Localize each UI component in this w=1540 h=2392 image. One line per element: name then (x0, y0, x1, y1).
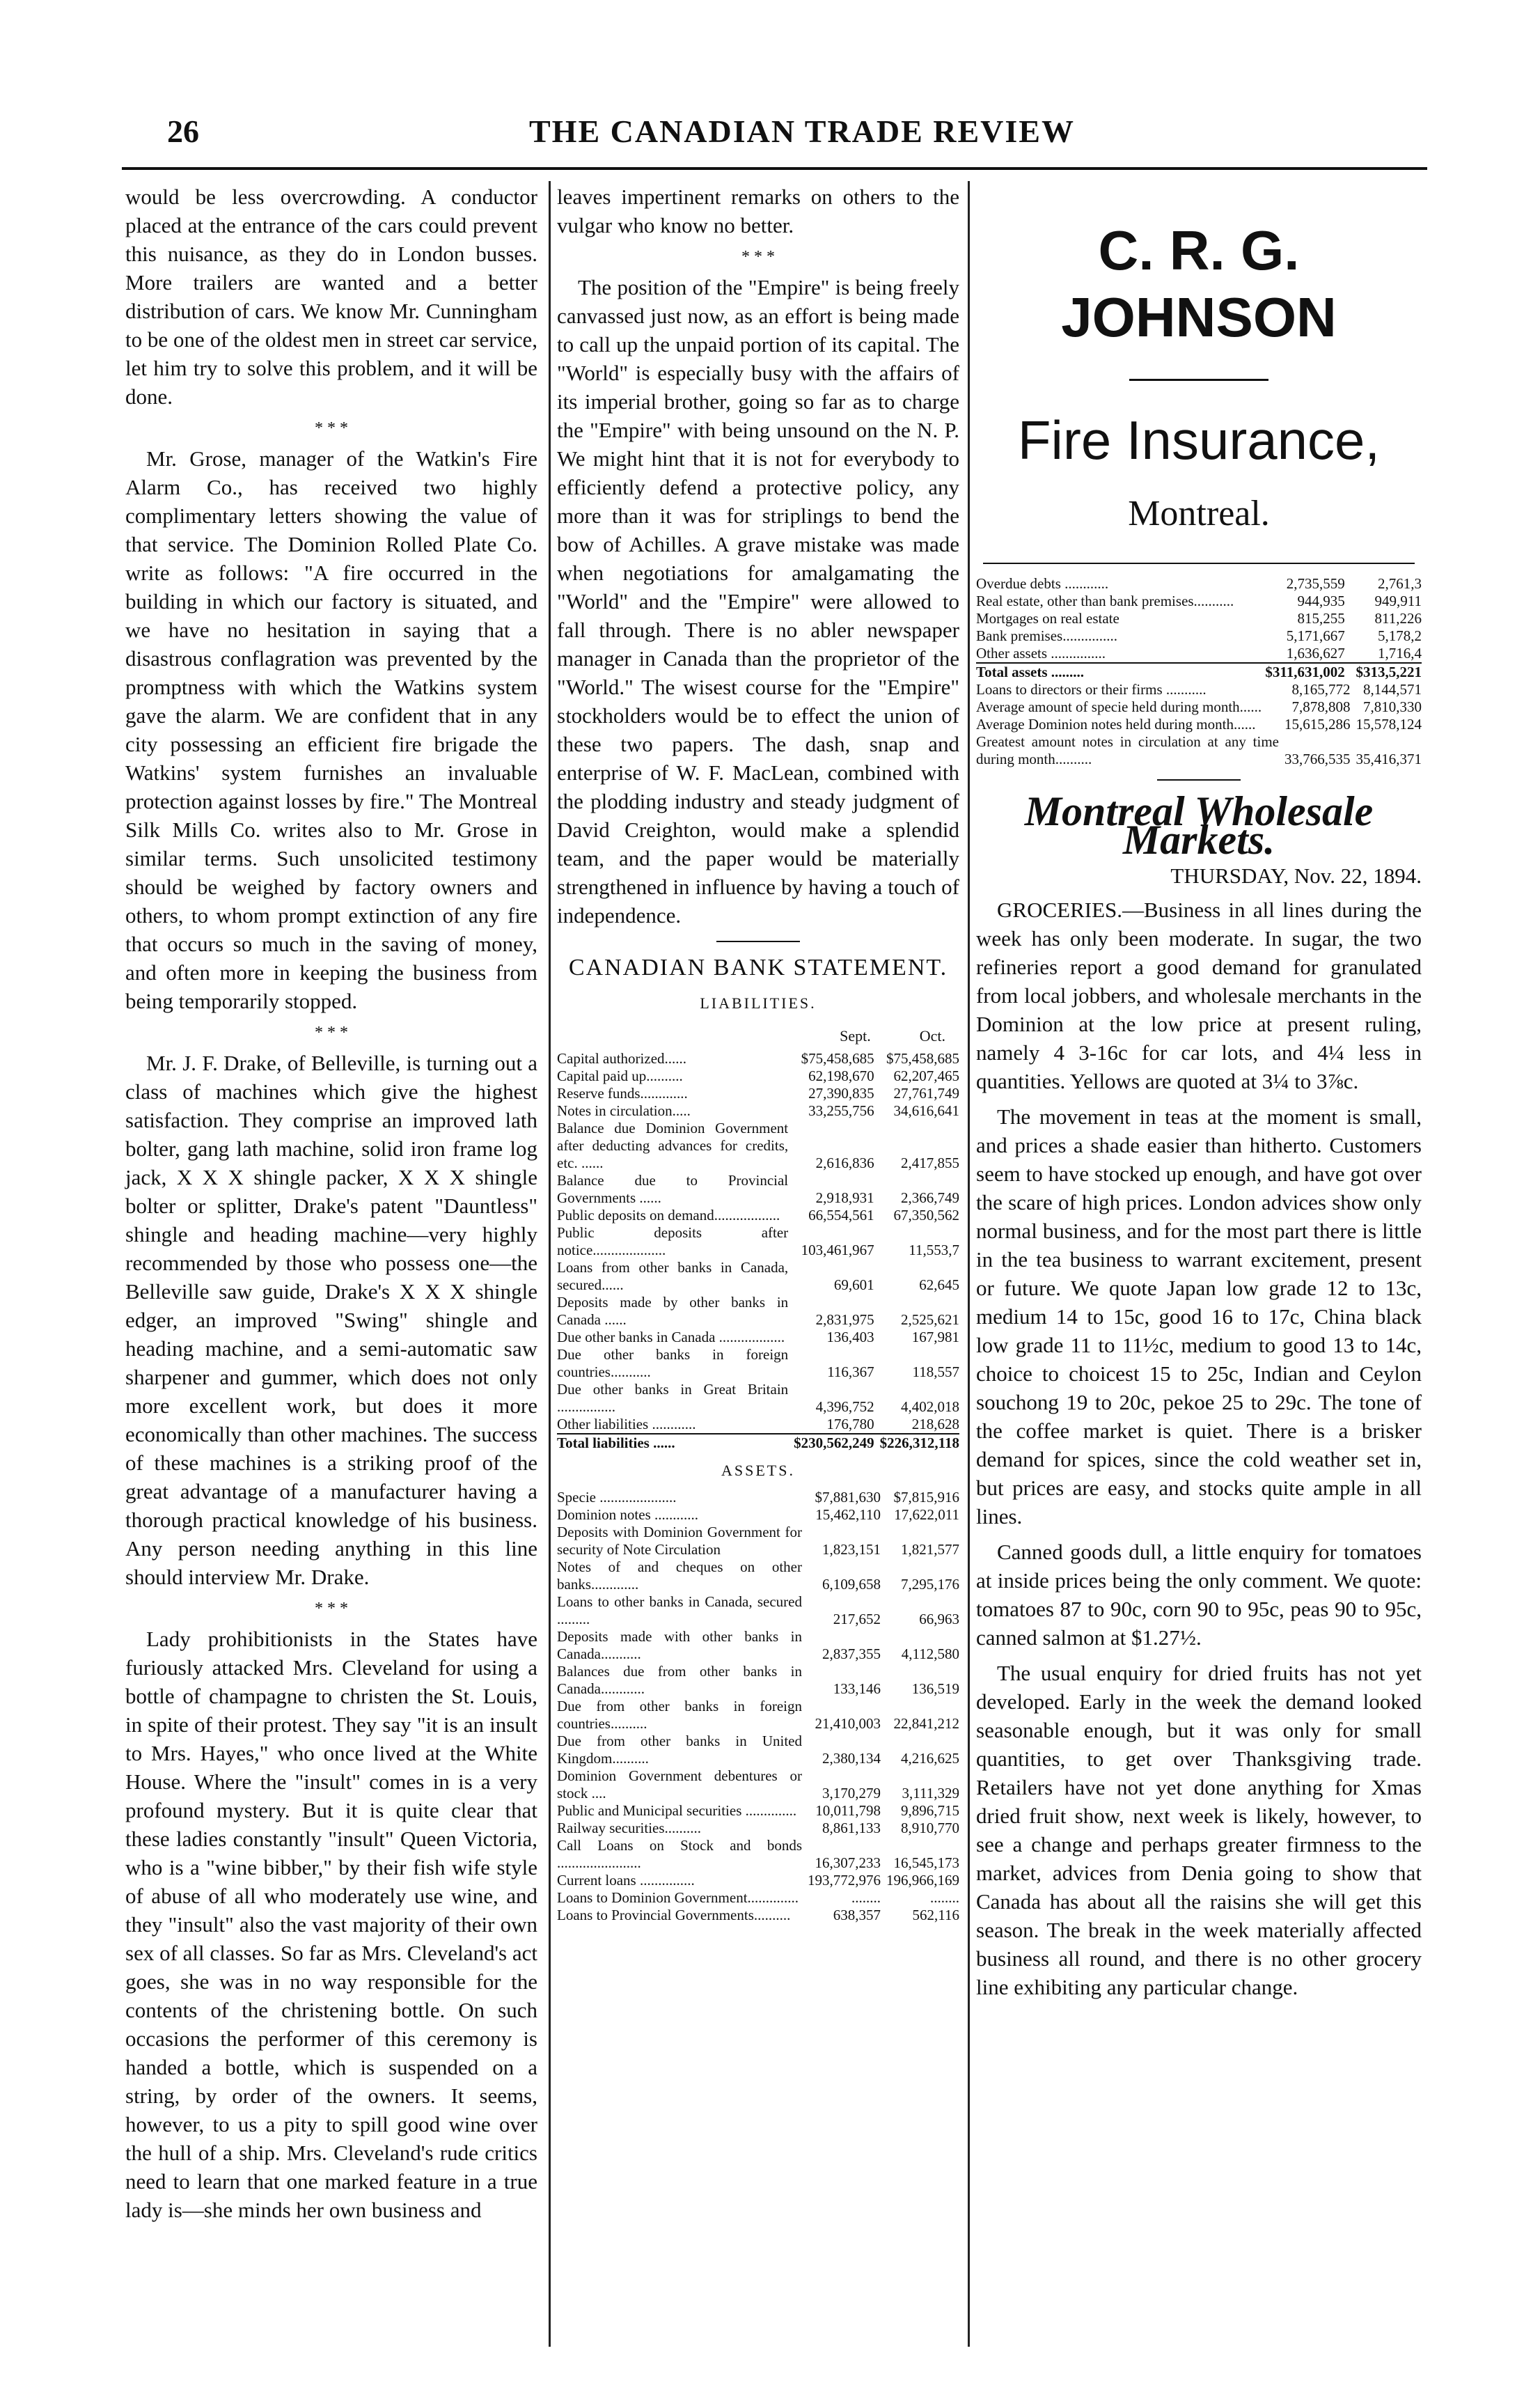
table-row (557, 1802, 959, 1820)
row-label: Real estate, other than bank premises........... (976, 593, 1234, 609)
value-oct: 4,216,625 (901, 1750, 959, 1767)
value-sept: 7,878,808 (1291, 698, 1351, 715)
column-header-sept: Sept. (840, 1027, 871, 1045)
row-label: Deposits made by other banks in Canada ...... (557, 1294, 789, 1328)
row-label: Loans to Provincial Governments.......... (557, 1907, 791, 1923)
assets-continued-table (976, 575, 1422, 681)
table-row (557, 1889, 959, 1907)
total-oct: $226,312,118 (874, 1434, 959, 1452)
assets-table (557, 1489, 959, 1924)
value-oct: 811,226 (1374, 610, 1422, 627)
value-oct: 218,628 (911, 1416, 959, 1432)
value-sept: 27,390,835 (808, 1085, 874, 1102)
value-oct: 9,896,715 (901, 1802, 959, 1819)
value-oct: 8,910,770 (901, 1820, 959, 1836)
row-label: Due other banks in foreign countries........... (557, 1346, 789, 1380)
table-row (557, 1172, 959, 1207)
value-oct: $75,458,685 (886, 1050, 959, 1067)
liabilities-heading: LIABILITIES. (700, 994, 817, 1012)
value-sept: 2,831,975 (815, 1311, 874, 1328)
value-oct: 949,911 (1374, 593, 1422, 609)
row-label: Call Loans on Stock and bonds ....................... (557, 1837, 802, 1871)
table-row (557, 1506, 959, 1524)
row-label: Loans to Dominion Government.............. (557, 1889, 799, 1906)
value-sept: ........ (851, 1889, 881, 1906)
article-paragraph: Mr. J. F. Drake, of Belleville, is turning out a class of machines which give the highest satisfaction. They comprise an improved lath bolter, gang lath machine, solid iron frame log jack, X X X shingle packer, X X X shingle bolter or splitter, Drake's patent "Dauntless" shingle and heading machine—very highly recommended by those who possess one—the Belleville saw guide, Drake's X X X shingle edger, an improved "Swing" shingle and heading machine, and a semi-automatic saw sharpener and gummer, which does not only more excellent work, but does it more economically than other machines. The success of these machines is a striking proof of the great advantage of a manufacturer having a thorough practical knowledge of his business. Any person needing anything in this line should interview Mr. Drake. (125, 1051, 537, 1589)
table-row (976, 627, 1422, 645)
value-oct: 7,295,176 (901, 1576, 959, 1593)
row-label: Average amount of specie held during month...... (976, 698, 1262, 715)
table-row (557, 1837, 959, 1872)
market-report-date: THURSDAY, Nov. 22, 1894. (1170, 863, 1422, 888)
value-oct: 4,112,580 (901, 1646, 959, 1662)
row-label: Overdue debts ............ (976, 575, 1109, 592)
article-paragraph: The position of the "Empire" is being freely canvassed just now, as an effort is being made to call up the unpaid portion of its capital. The "World" is especially busy with the affairs of its imperial brother, going so far as to charge the "Empire" with being unsound on the N. P. We might hint that it is not for everybody to efficiently defend a protective policy, any more than it was for striplings to bend the bow of Achilles. A grave mistake was made when negotiations for amalgamating the "World" and the "Empire" were allowed to fall through. There is no abler newspaper manager in Canada than the proprietor of the "World." The wisest course for the "Empire" stockholders would be to effect the union of these two papers. The dash, snap and enterprise of W. F. MacLean, combined with the plodding industry and steady judgment of David Creighton, would make a splendid team, and the paper would be materially strengthened in influence by having a touch of independence. (557, 275, 959, 928)
table-row (976, 575, 1422, 593)
value-oct: 2,525,621 (901, 1311, 959, 1328)
table-row (557, 1698, 959, 1733)
value-sept: 116,367 (827, 1363, 874, 1380)
table-row (557, 1558, 959, 1593)
value-sept: 8,165,772 (1291, 681, 1351, 698)
row-label: Current loans ............... (557, 1872, 695, 1889)
value-oct: 167,981 (911, 1329, 959, 1345)
value-oct: 136,519 (911, 1680, 959, 1697)
value-oct: 22,841,212 (893, 1715, 959, 1732)
total-sept: $311,631,002 (1253, 663, 1345, 681)
value-sept: $7,881,630 (815, 1489, 881, 1506)
divider (983, 563, 1415, 564)
value-sept: 33,255,756 (808, 1102, 874, 1119)
table-row (557, 1524, 959, 1558)
page-number: 26 (167, 114, 199, 149)
bank-statement-title: CANADIAN BANK STATEMENT. (568, 955, 948, 980)
value-sept: 136,403 (826, 1329, 874, 1345)
table-row (557, 1733, 959, 1767)
table-row (557, 1102, 959, 1120)
value-sept: 69,601 (833, 1276, 874, 1293)
market-paragraph: GROCERIES.—Business in all lines during the week has only been moderate. In sugar, the two refineries report a good demand for granulated from local jobbers, and wholesale merchants in the Dominion at the low price at present ruling, namely 4 3-16c for car lots, and 4¼ less in quantities. Yellows are quoted at 3¼ to 3⅞c. (976, 898, 1422, 1093)
value-sept: 33,766,535 (1284, 751, 1351, 767)
value-sept: 944,935 (1297, 593, 1345, 609)
value-sept: 193,772,976 (808, 1872, 881, 1889)
row-label: Railway securities.......... (557, 1820, 702, 1836)
row-label: Average Dominion notes held during month...... (976, 716, 1256, 733)
table-row (557, 1820, 959, 1837)
section-separator: * * * (315, 1600, 348, 1618)
value-oct: 34,616,641 (893, 1102, 959, 1119)
assets-heading: ASSETS. (721, 1462, 795, 1479)
total-row (976, 663, 1422, 681)
value-sept: 6,109,658 (822, 1576, 881, 1593)
row-label: Notes in circulation..... (557, 1102, 691, 1119)
value-sept: 815,255 (1297, 610, 1345, 627)
value-sept: $75,458,685 (801, 1050, 874, 1067)
value-sept: 15,615,286 (1284, 716, 1351, 733)
value-oct: $7,815,916 (893, 1489, 959, 1506)
row-label: Dominion Government debentures or stock .... (557, 1767, 802, 1801)
liabilities-table (557, 1050, 959, 1452)
column-1 (125, 182, 537, 2231)
masthead: THE CANADIAN TRADE REVIEW (529, 114, 1075, 149)
column-rule-1 (549, 181, 551, 2347)
advert-business: Fire Insurance, (1017, 409, 1381, 471)
row-label: Deposits with Dominion Government for security of Note Circulation (557, 1524, 802, 1558)
table-row (557, 1767, 959, 1802)
table-row (976, 681, 1422, 698)
article-paragraph: Mr. Grose, manager of the Watkin's Fire Alarm Co., has received two highly complimentary letters showing the value of that service. The Dominion Rolled Plate Co. write as follows: "A fire occurred in the building in which our factory is situated, and we have no hesitation in saying that a disastrous conflagration was prevented by the promptness with which the Watkins system gave the alarm. We are confident that in any city possessing an efficient fire brigade the Watkins' system furnishes an invaluable protection against losses by fire." The Montreal Silk Mills Co. writes also to Mr. Grose in similar terms. Such unsolicited testimony should be weighed by factory owners and others, to whom prompt extinction of any fire that occurs so much in the saving of money, and often more in keeping the business from being temporarily stopped. (125, 446, 537, 1013)
divider (1157, 779, 1241, 781)
total-label: Total liabilities ...... (557, 1434, 788, 1452)
table-row (976, 593, 1422, 610)
value-sept: 5,171,667 (1286, 627, 1345, 644)
table-row (976, 733, 1422, 768)
table-row (557, 1381, 959, 1416)
table-column-headers (557, 1022, 959, 1050)
total-row (557, 1434, 959, 1452)
value-oct: 3,111,329 (902, 1785, 959, 1801)
value-sept: 2,918,931 (815, 1189, 874, 1206)
value-oct: 16,545,173 (893, 1854, 959, 1871)
section-separator: * * * (315, 1024, 348, 1042)
table-row (557, 1068, 959, 1085)
value-sept: 10,011,798 (815, 1802, 881, 1819)
value-oct: ........ (930, 1889, 959, 1906)
value-sept: 21,410,003 (815, 1715, 881, 1732)
value-oct: 118,557 (912, 1363, 959, 1380)
market-report-title: Montreal Wholesale Markets. (1024, 788, 1374, 863)
value-oct: 2,366,749 (901, 1189, 959, 1206)
table-row (557, 1294, 959, 1329)
table-row (557, 1663, 959, 1698)
value-sept: 15,462,110 (815, 1506, 881, 1523)
row-label: Specie ..................... (557, 1489, 677, 1506)
value-sept: 3,170,279 (822, 1785, 881, 1801)
row-label: Due from other banks in United Kingdom.......... (557, 1733, 802, 1767)
value-oct: 66,963 (919, 1611, 959, 1627)
row-label: Loans to directors or their firms ........... (976, 681, 1207, 698)
table-row (976, 698, 1422, 716)
advert-rule (1129, 379, 1268, 381)
value-oct: 27,761,749 (893, 1085, 959, 1102)
value-sept: 2,837,355 (822, 1646, 881, 1662)
value-sept: 638,357 (833, 1907, 881, 1923)
market-paragraph: Canned goods dull, a little enquiry for tomatoes at inside prices being the only comment. We quote: tomatoes 87 to 90c, corn 90 to 95c, peas 90 to 95c, canned salmon at $1.27½. (976, 1540, 1422, 1650)
value-oct: 15,578,124 (1356, 716, 1422, 733)
value-oct: 35,416,371 (1356, 751, 1422, 767)
value-sept: 4,396,752 (815, 1398, 874, 1415)
table-row (557, 1224, 959, 1259)
value-sept: 217,652 (833, 1611, 881, 1627)
header-rule (122, 167, 1427, 170)
value-oct: 562,116 (912, 1907, 959, 1923)
table-row (557, 1489, 959, 1506)
total-label: Total assets ......... (976, 663, 1253, 681)
article-paragraph: leaves impertinent remarks on others to the vulgar who know no better. (557, 185, 959, 237)
value-oct: 5,178,2 (1378, 627, 1422, 644)
row-label: Notes of and cheques on other banks............. (557, 1558, 802, 1593)
table-row (976, 716, 1422, 733)
value-sept: 16,307,233 (815, 1854, 881, 1871)
other-items-table (976, 681, 1422, 768)
column-header-oct: Oct. (919, 1027, 945, 1045)
section-separator: * * * (315, 419, 348, 437)
row-label: Capital paid up.......... (557, 1068, 683, 1084)
table-row (557, 1050, 959, 1068)
column-rule-2 (968, 181, 970, 2347)
value-sept: 8,861,133 (822, 1820, 881, 1836)
value-sept: 2,616,836 (815, 1155, 874, 1171)
value-oct: 2,761,3 (1378, 575, 1422, 592)
value-oct: 1,716,4 (1378, 645, 1422, 662)
table-row (557, 1120, 959, 1172)
row-label: Reserve funds............. (557, 1085, 688, 1102)
value-oct: 62,645 (919, 1276, 959, 1293)
divider (716, 941, 800, 942)
value-oct: 7,810,330 (1363, 698, 1422, 715)
value-sept: 2,735,559 (1286, 575, 1345, 592)
value-oct: 2,417,855 (901, 1155, 959, 1171)
table-row (557, 1259, 959, 1294)
market-paragraph: The usual enquiry for dried fruits has not yet developed. Early in the week the demand looked seasonable enough, but it was only for small quantities, to get over Thanksgiving trade. Retailers have not yet done anything for Xmas dried fruit show, next week is likely, however, to see a change and perhaps greater firmness to the market, advices from Denia going to show that Canada has about all the raisins she will get this season. The break in the week materially affected business all round, and there is no other grocery line exhibiting any particular change. (976, 1661, 1422, 1999)
value-sept: 103,461,967 (801, 1242, 874, 1258)
value-oct: 67,350,562 (893, 1207, 959, 1224)
row-label: Mortgages on real estate (976, 610, 1119, 627)
table-row (557, 1872, 959, 1889)
row-label: Dominion notes ............ (557, 1506, 698, 1523)
row-label: Public deposits after notice.................... (557, 1224, 789, 1258)
row-label: Loans from other banks in Canada, secured...... (557, 1259, 789, 1293)
value-oct: 17,622,011 (894, 1506, 959, 1523)
row-label: Deposits made with other banks in Canada........... (557, 1628, 802, 1662)
row-label: Balance due to Provincial Governments ...... (557, 1172, 789, 1206)
table-row (557, 1329, 959, 1346)
article-paragraph: would be less overcrowding. A conductor placed at the entrance of the cars could prevent this nuisance, as they do in London busses. More trailers are wanted and a better distribution of cars. We know Mr. Cunningham to be one of the oldest men in street car service, let him try to solve this problem, and it will be done. (125, 185, 537, 409)
value-oct: 62,207,465 (893, 1068, 959, 1084)
table-row (557, 1628, 959, 1663)
table-row (557, 1085, 959, 1102)
row-label: Balance due Dominion Government after deducting advances for credits, etc. ...... (557, 1120, 789, 1171)
value-oct: 8,144,571 (1363, 681, 1422, 698)
row-label: Other liabilities ............ (557, 1416, 696, 1432)
value-sept: 176,780 (826, 1416, 874, 1432)
value-oct: 196,966,169 (886, 1872, 959, 1889)
row-label: Balances due from other banks in Canada............ (557, 1663, 802, 1697)
section-separator: * * * (741, 248, 775, 266)
value-sept: 62,198,670 (808, 1068, 874, 1084)
table-row (557, 1207, 959, 1224)
row-label: Due other banks in Canada .................. (557, 1329, 785, 1345)
value-sept: 66,554,561 (808, 1207, 874, 1224)
value-sept: 1,823,151 (822, 1541, 881, 1558)
market-paragraph: The movement in teas at the moment is small, and prices a shade easier than hitherto. Customers seem to have stocked up enough, and have got over the scare of high prices. London advices show only normal business, and for the most part there is little in the tea business to warrant excitement, present or future. We quote Japan low grade 12 to 13c, medium 14 to 15c, good 16 to 17c, China black low grade 11 to 11½c, medium to good 13 to 14c, choice to choicest 15 to 25c, Indian and Ceylon souchong 19 to 20c, pekoe 25 to 29c. The tone of the coffee market is quiet. There is a brisker demand for spices, since the cold weather set in, but prices are easy, and stocks quite ample in all lines. (976, 1104, 1422, 1529)
row-label: Due from other banks in foreign countries.......... (557, 1698, 802, 1732)
total-sept: $230,562,249 (788, 1434, 874, 1452)
row-label: Other assets ............... (976, 645, 1106, 662)
column-3 (976, 182, 1422, 2008)
row-label: Capital authorized...... (557, 1050, 687, 1067)
value-sept: 133,146 (833, 1680, 881, 1697)
value-sept: 1,636,627 (1286, 645, 1345, 662)
table-row (557, 1416, 959, 1434)
advert-city: Montreal. (1128, 494, 1270, 533)
article-paragraph: Lady prohibitionists in the States have furiously attacked Mrs. Cleveland for using a bottle of champagne to christen the St. Louis, in spite of their protest. They say "it is an insult to Mrs. Hayes," who once lived at the White House. Where the "insult" comes in is a very profound mystery. But it is quite clear that these ladies constantly "insult" Queen Victoria, who is a "wine bibber," by their fish wife style of abuse of all who moderately use wine, and they "insult" also the vast majority of their own sex of all classes. So far as Mrs. Cleveland's act goes, she was in no way responsible for the contents of the christening bottle. On such occasions the performer of this ceremony is handed a bottle, which is suspended on a string, by order of the owners. It seems, however, to us a pity to spill good wine over the hull of a ship. Mrs. Cleveland's rude critics need to learn that one marked feature in a true lady is—she minds her own business and (125, 1627, 537, 2222)
row-label: Bank premises............... (976, 627, 1117, 644)
table-row (976, 645, 1422, 663)
table-row (557, 1346, 959, 1381)
row-label: Due other banks in Great Britain ................ (557, 1381, 789, 1415)
advert-name: C. R. G. JOHNSON (1061, 219, 1337, 348)
total-oct: $313,5,221 (1345, 663, 1422, 681)
row-label: Greatest amount notes in circulation at any time during month.......... (976, 733, 1279, 767)
table-row (976, 610, 1422, 627)
row-label: Loans to other banks in Canada, secured ......... (557, 1593, 802, 1627)
value-sept: 2,380,134 (822, 1750, 881, 1767)
table-row (557, 1907, 959, 1924)
value-oct: 4,402,018 (901, 1398, 959, 1415)
value-oct: 1,821,577 (901, 1541, 959, 1558)
table-row (557, 1593, 959, 1628)
column-2 (557, 182, 959, 1924)
row-label: Public deposits on demand.................. (557, 1207, 780, 1224)
value-oct: 11,553,7 (909, 1242, 959, 1258)
row-label: Public and Municipal securities .............. (557, 1802, 797, 1819)
